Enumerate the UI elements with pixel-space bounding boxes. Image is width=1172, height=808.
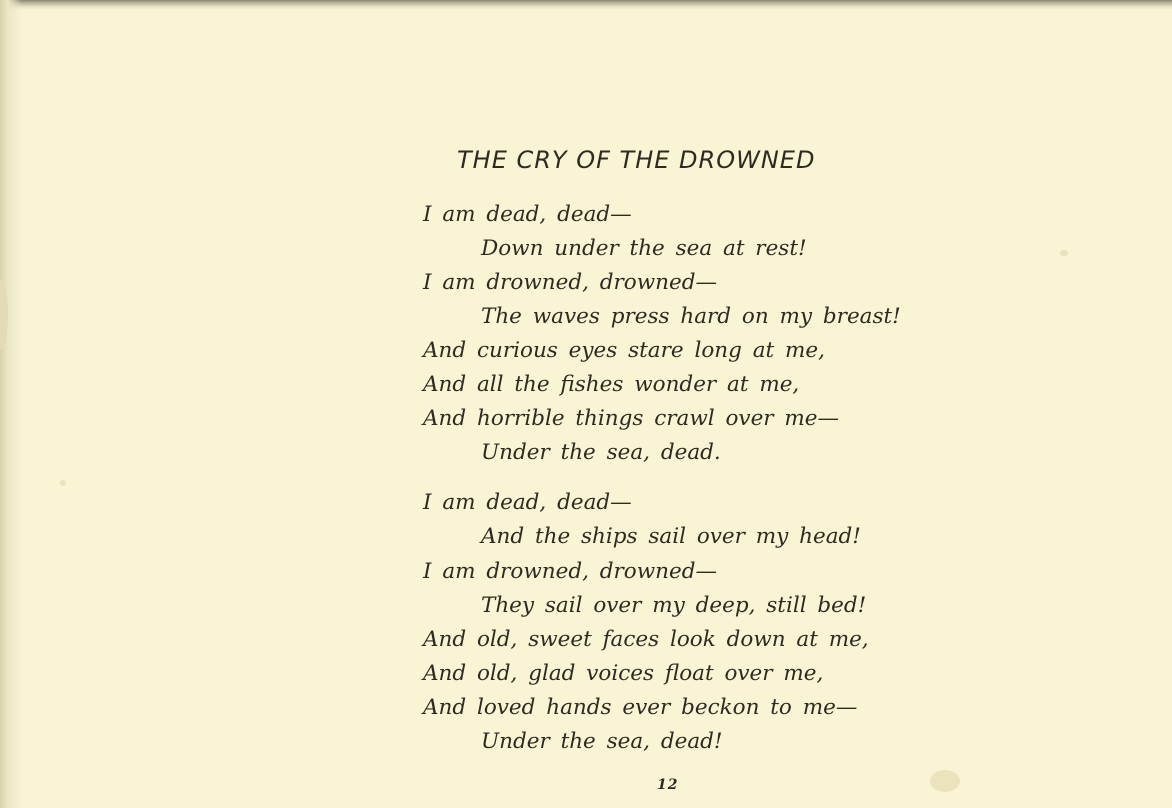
poem-line: I am drowned, drowned—: [423, 270, 717, 295]
poem-line: And old, glad voices float over me,: [423, 661, 824, 686]
poem-line: And curious eyes stare long at me,: [423, 338, 825, 363]
poem-line: Under the sea, dead!: [481, 729, 723, 754]
poem-line: And all the fishes wonder at me,: [423, 372, 800, 397]
poem-line: The waves press hard on my breast!: [481, 304, 901, 329]
poem-line: And old, sweet faces look down at me,: [423, 627, 869, 652]
poem-title: THE CRY OF THE DROWNED: [457, 146, 816, 174]
poem-line: Under the sea, dead.: [481, 440, 721, 465]
poem-line: And horrible things crawl over me—: [423, 406, 840, 431]
page-number: 12: [657, 777, 679, 793]
poem-line: I am drowned, drowned—: [423, 559, 717, 584]
poem-line: They sail over my deep, still bed!: [481, 593, 867, 618]
poem-line: Down under the sea at rest!: [481, 236, 807, 261]
poem-line: I am dead, dead—: [423, 490, 632, 515]
poem-line: And loved hands ever beckon to me—: [423, 695, 858, 720]
poem-line: And the ships sail over my head!: [481, 524, 861, 549]
poem-line: I am dead, dead—: [423, 202, 632, 227]
